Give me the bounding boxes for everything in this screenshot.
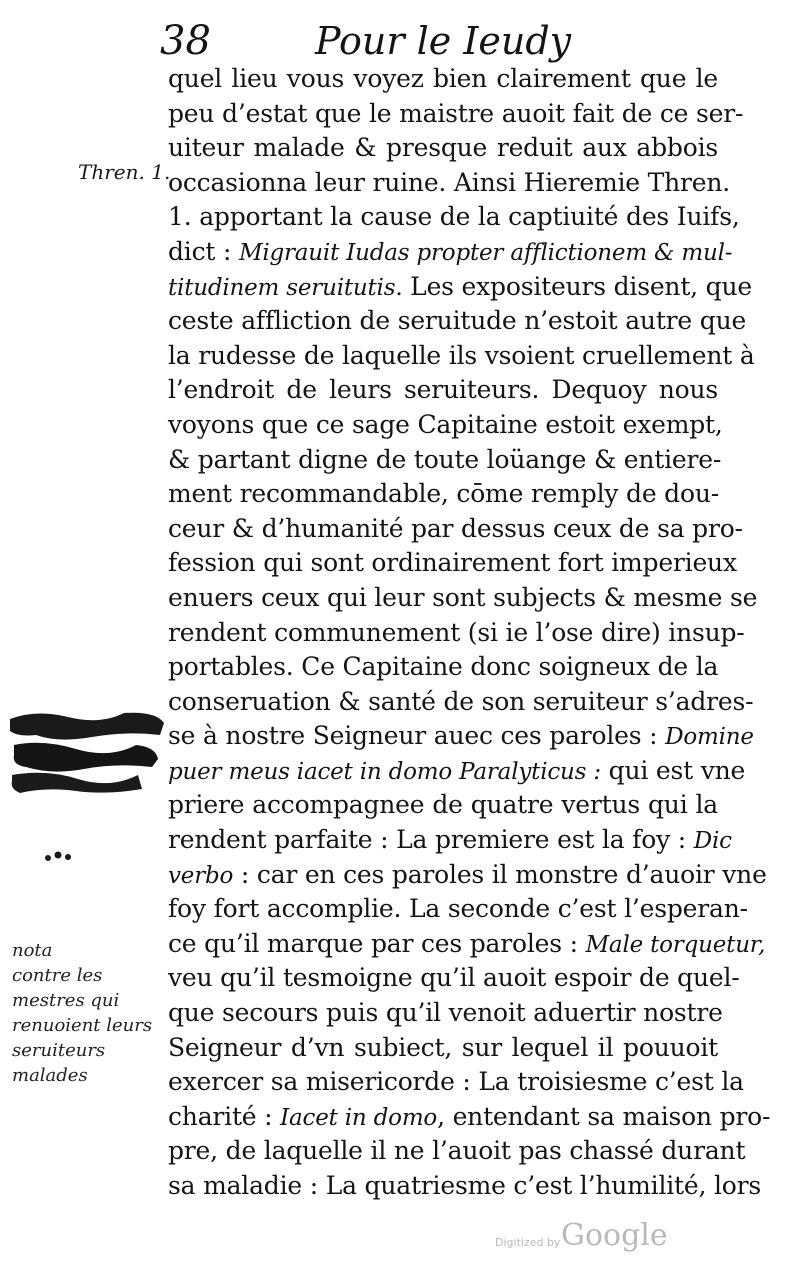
text-line xyxy=(168,200,740,235)
text-line xyxy=(168,581,758,616)
google-logo: Google xyxy=(561,1218,668,1253)
handwritten-line: nota xyxy=(12,940,53,961)
text-line xyxy=(168,62,718,97)
latin-quotation: Iacet in domo xyxy=(280,1104,438,1131)
handwritten-line: mestres qui xyxy=(12,990,120,1011)
text-line xyxy=(168,858,767,893)
text-line xyxy=(168,304,747,339)
latin-quotation: Dic xyxy=(693,828,732,855)
text-line xyxy=(168,373,718,408)
text-line xyxy=(168,512,743,547)
text-line xyxy=(168,961,740,996)
text-line xyxy=(168,892,748,927)
text-line xyxy=(168,650,718,685)
line-segment: ment recommandable, cōme remply de dou- xyxy=(168,479,719,509)
line-segment: : car en ces paroles il monstre d’auoir vne xyxy=(233,859,767,889)
line-segment: sa maladie : La quatriesme c’est l’humilité, lors xyxy=(168,1171,761,1200)
latin-quotation: Domine xyxy=(665,724,754,751)
text-line xyxy=(168,477,718,512)
text-line xyxy=(168,754,746,789)
ink-spots xyxy=(40,846,80,866)
page-header xyxy=(160,18,720,64)
text-line xyxy=(168,1065,744,1100)
line-segment: occasionna leur ruine. Ainsi Hieremie Thren. xyxy=(168,167,730,197)
text-line xyxy=(168,927,766,962)
latin-quotation: Migrauit Iudas propter afflictionem & mul- xyxy=(238,239,733,266)
latin-quotation: puer meus iacet in domo Paralyticus : xyxy=(168,758,601,785)
text-line xyxy=(168,823,732,858)
watermark-prefix: Digitized by xyxy=(495,1236,561,1249)
handwritten-annotation xyxy=(12,938,157,1088)
body-text xyxy=(168,62,771,1204)
line-segment: ceste affliction de seruitude n’estoit autre que xyxy=(168,306,747,336)
text-line xyxy=(168,788,718,823)
page-number: 38 xyxy=(160,18,211,64)
text-line xyxy=(168,408,723,443)
text-line xyxy=(168,616,745,651)
line-segment: & partant digne de toute loüange & entiere- xyxy=(168,444,722,474)
latin-quotation: titudinem seruitutis. xyxy=(168,274,403,301)
text-line xyxy=(168,1134,746,1169)
line-segment: conseruation & santé de son seruiteur s’adres- xyxy=(168,686,754,716)
line-segment: que secours puis qu’il venoit aduertir nostre xyxy=(168,998,723,1028)
latin-quotation: verbo xyxy=(168,862,234,889)
line-segment: rendent communement (si ie l’ose dire) insup- xyxy=(168,617,745,647)
text-line xyxy=(168,996,723,1031)
line-segment: la rudesse de laquelle ils vsoient cruellement à xyxy=(168,340,755,370)
text-line xyxy=(168,270,752,305)
line-segment: quel lieu vous voyez bien clairement que le xyxy=(168,64,718,93)
text-line xyxy=(168,131,718,166)
line-segment: , entendant sa maison pro- xyxy=(437,1101,771,1131)
line-segment: 1. apportant la cause de la captiuité des Iuifs, xyxy=(168,202,740,232)
line-segment: Les expositeurs disent, que xyxy=(402,271,752,301)
ink-blot xyxy=(6,705,168,801)
running-title: Pour le Ieudy xyxy=(315,19,572,63)
line-segment: uiteur malade & presque reduit aux abbois xyxy=(168,133,718,163)
line-segment: foy fort accomplie. La seconde c’est l’esperan- xyxy=(168,894,748,924)
line-segment: priere accompagnee de quatre vertus qui la xyxy=(168,790,718,820)
text-line xyxy=(168,235,733,270)
digitization-watermark xyxy=(495,1218,668,1258)
line-segment: qui est vne xyxy=(600,755,746,785)
line-segment: peu d’estat que le maistre auoit fait de ce ser- xyxy=(168,98,744,128)
line-segment: fession qui sont ordinairement fort imperieux xyxy=(168,548,737,578)
line-segment: se à nostre Seigneur auec ces paroles : xyxy=(168,721,666,751)
line-segment: l’endroit de leurs seruiteurs. Dequoy nous xyxy=(168,375,718,405)
line-segment: voyons que ce sage Capitaine estoit exempt, xyxy=(168,409,723,439)
line-segment: Seigneur d’vn subiect, sur lequel il pouuoit xyxy=(168,1032,718,1062)
text-line xyxy=(168,166,730,201)
handwritten-line: contre les xyxy=(12,965,103,986)
text-line xyxy=(168,97,744,132)
text-line xyxy=(168,546,737,581)
handwritten-line: renuoient leurs xyxy=(12,1015,153,1036)
line-segment: rendent parfaite : La premiere est la foy : xyxy=(168,825,694,855)
line-segment: charité : xyxy=(168,1101,281,1131)
latin-quotation: Male torquetur, xyxy=(585,931,766,958)
line-segment: portables. Ce Capitaine donc soigneux de la xyxy=(168,652,719,682)
text-line xyxy=(168,1169,761,1204)
handwritten-line: seruiteurs xyxy=(12,1040,106,1061)
handwritten-line: malades xyxy=(12,1065,88,1086)
line-segment: veu qu’il tesmoigne qu’il auoit espoir de quel- xyxy=(168,963,740,993)
text-line xyxy=(168,685,754,720)
line-segment: exercer sa misericorde : La troisiesme c’est la xyxy=(168,1067,744,1097)
line-segment: dict : xyxy=(168,236,239,266)
text-line xyxy=(168,443,722,478)
text-line xyxy=(168,339,755,374)
marginal-reference: Thren. 1. xyxy=(78,160,171,184)
line-segment: ce qu’il marque par ces paroles : xyxy=(168,928,586,958)
line-segment: pre, de laquelle il ne l’auoit pas chassé durant xyxy=(168,1136,746,1166)
line-segment: ceur & d’humanité par dessus ceux de sa pro- xyxy=(168,513,743,543)
text-line xyxy=(168,1100,771,1135)
line-segment: enuers ceux qui leur sont subjects & mesme se xyxy=(168,582,758,612)
text-line xyxy=(168,1031,718,1066)
text-line xyxy=(168,719,754,754)
